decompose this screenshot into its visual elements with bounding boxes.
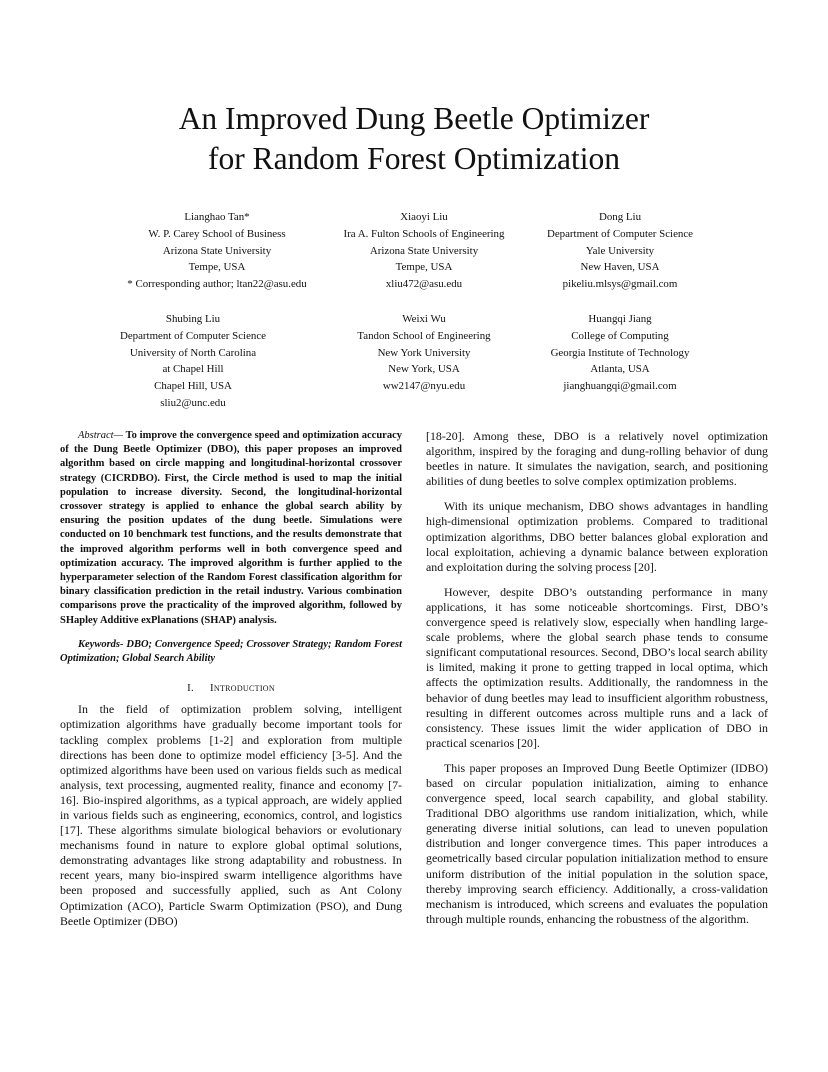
author-affiliation: at Chapel Hill	[162, 363, 224, 376]
intro-paragraph-3: With its unique mechanism, DBO shows advantages in handling high-dimensional optimization problems. Compared to traditional optimization algorithms, DBO better balances global exploration and local exploitation, achieving a dynamic balance between exploration and exploitation during the solving process [20].	[426, 499, 768, 574]
author-location: Atlanta, USA	[590, 363, 650, 376]
author-email: sliu2@unc.edu	[160, 396, 226, 409]
author-block-4	[68, 311, 318, 412]
author-location: New York, USA	[388, 363, 460, 376]
author-email: ww2147@nyu.edu	[382, 380, 466, 393]
intro-paragraph-5: This paper proposes an Improved Dung Beetle Optimizer (IDBO) based on circular population initialization, aiming to enhance convergence speed, local search capability, and global stability. Traditional DBO algorithms use random initialization, which, while generating diverse initial solutions, can lead to uneven population distribution and longer convergence times. This paper introduces a geometrically based circular population initialization method to ensure uniform distribution of the initial population in the solution space, thereby improving search efficiency. Additionally, a cross-validation mechanism is introduced, which screens and evaluates the population through multiple rounds, enhancing the robustness of the algorithm.	[426, 760, 768, 926]
title-line-1: An Improved Dung Beetle Optimizer	[178, 101, 650, 136]
section-number: I.	[187, 682, 194, 695]
author-affiliation: W. P. Carey School of Business	[148, 227, 286, 240]
right-column	[426, 429, 768, 927]
author-name: Weixi Wu	[402, 313, 446, 325]
abstract	[60, 429, 402, 628]
keywords: Keywords- DBO; Convergence Speed; Crossover Strategy; Random Forest Optimization; Global Search Ability	[60, 638, 402, 665]
author-name: Xiaoyi Liu	[400, 211, 448, 223]
author-name: Lianghao Tan*	[184, 211, 250, 223]
intro-paragraph-4: However, despite DBO’s outstanding performance in many applications, it has some noticeable shortcomings. First, DBO’s convergence speed is relatively slow, especially when handling large-scale problems, where the global search phase tends to consume significant computational resources. Second, DBO’s local search ability is limited, making it prone to getting trapped in local optima, which affects the optimization results. Additionally, the randomness in the behavior of dung beetles may lead to insufficient algorithm robustness, resulting in different outcomes across multiple runs and a lack of consistency. These issues limit the wider application of DBO in practical scenarios [20].	[426, 584, 768, 750]
author-email: xliu472@asu.edu	[385, 278, 463, 291]
author-location: Tempe, USA	[188, 261, 246, 274]
author-affiliation: Department of Computer Science	[119, 329, 267, 342]
author-affiliation: College of Computing	[571, 329, 669, 342]
author-affiliation: Arizona State University	[162, 244, 272, 257]
author-name: Shubing Liu	[165, 313, 221, 325]
author-email: jianghuangqi@gmail.com	[563, 380, 677, 393]
paper-title	[0, 99, 828, 179]
author-location: Tempe, USA	[395, 261, 453, 274]
author-location: Chapel Hill, USA	[154, 380, 232, 393]
author-affiliation: Yale University	[585, 244, 655, 257]
author-block-3	[495, 209, 745, 293]
section-heading	[60, 681, 402, 696]
abstract-label: Abstract—	[78, 430, 123, 441]
author-affiliation: Georgia Institute of Technology	[550, 346, 690, 359]
author-affiliation: University of North Carolina	[129, 346, 257, 359]
author-affiliation: Ira A. Fulton Schools of Engineering	[343, 227, 505, 240]
author-affiliation: Arizona State University	[369, 244, 479, 257]
author-affiliation: New York University	[377, 346, 471, 359]
author-email: * Corresponding author; ltan22@asu.edu	[127, 278, 307, 291]
author-email: pikeliu.mlsys@gmail.com	[562, 278, 678, 291]
title-line-2: for Random Forest Optimization	[207, 141, 621, 176]
intro-paragraph-1: In the field of optimization problem solving, intelligent optimization algorithms have gradually become important tools for tackling complex problems [1-2] and exploration from multiple directions has been done to optimize model efficiency [3-5]. And the optimized algorithms have been used on various fields such as medical analysis, text processing, augmented reality, finance and economy [7-16]. Bio-inspired algorithms, as a typical approach, are widely applied in various fields such as engineering, economics, control, and logistics [17]. These algorithms simulate biological behaviors or evolutionary mechanisms found in nature to explore global optimal solutions, demonstrating advantages like strong adaptability and robustness. In recent years, many bio-inspired swarm intelligence algorithms have been proposed and successfully applied, such as Ant Colony Optimization (ACO), Particle Swarm Optimization (PSO), and Dung Beetle Optimizer (DBO)	[60, 702, 402, 928]
author-block-6	[495, 311, 745, 395]
author-name: Huangqi Jiang	[588, 313, 652, 325]
abstract-text: To improve the convergence speed and optimization accuracy of the Dung Beetle Optimizer (DBO), this paper proposes an improved algorithm based on circle mapping and longitudinal-horizontal crossover strategy (CICRDBO). First, the Circle method is used to map the initial population to increase diversity. Second, the longitudinal-horizontal crossover strategy is applied to enhance the global search ability by ensuring the position updates of the dung beetle. Simulations were conducted on 10 benchmark test functions, and the results demonstrate that the improved algorithm performs well in both convergence speed and optimization accuracy. The improved algorithm is further applied to the hyperparameter selection of the Random Forest classification algorithm for binary classification prediction in the retail industry. Various combination comparisons prove the practicality of the improved algorithm, followed by SHapley Additive exPlanations (SHAP) analysis.	[60, 430, 402, 626]
author-affiliation: Department of Computer Science	[546, 227, 694, 240]
intro-paragraph-2: [18-20]. Among these, DBO is a relatively novel optimization algorithm, inspired by the foraging and dung-rolling behavior of dung beetles in nature. It simulates the navigation, search, and positioning abilities of dung beetles to solve complex optimization problems.	[426, 429, 768, 489]
author-location: New Haven, USA	[580, 261, 660, 274]
author-name: Dong Liu	[598, 211, 642, 223]
section-title: Introduction	[209, 682, 275, 695]
author-affiliation: Tandon School of Engineering	[357, 329, 491, 342]
left-column	[60, 429, 402, 929]
